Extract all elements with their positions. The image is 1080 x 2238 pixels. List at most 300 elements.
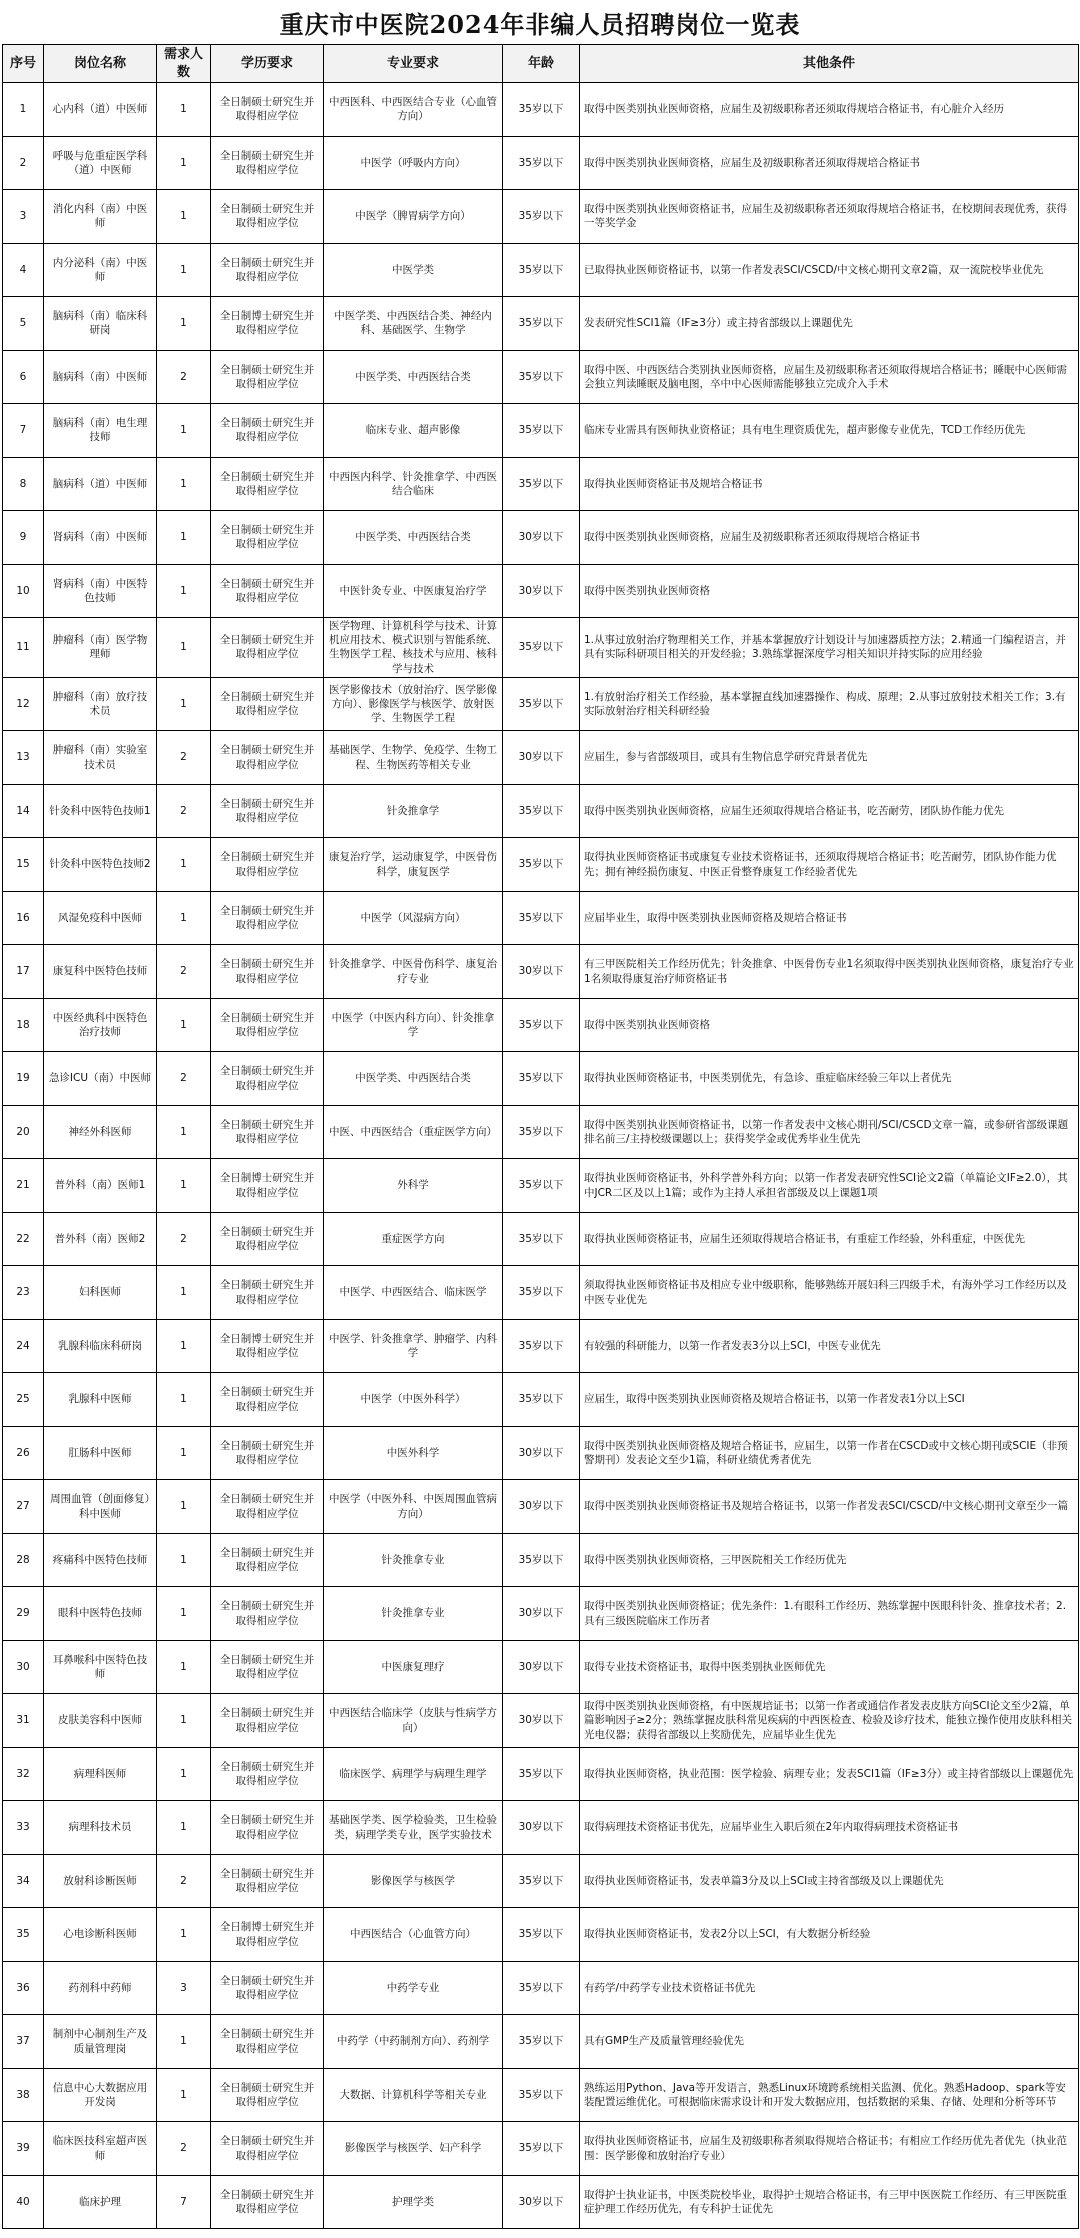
cell-major: 中药学专业 — [324, 1961, 503, 2015]
cell-index: 7 — [3, 404, 44, 458]
cell-major: 中西医科、中西医结合专业（心血管方向） — [324, 83, 503, 137]
cell-headcount: 1 — [157, 1801, 211, 1855]
cell-headcount: 1 — [157, 1533, 211, 1587]
cell-education: 全日制博士研究生并取得相应学位 — [211, 1319, 324, 1373]
cell-headcount: 2 — [157, 731, 211, 785]
cell-age: 30岁以下 — [503, 1640, 580, 1694]
cell-other-conditions: 熟练运用Python、Java等开发语言，熟悉Linux环境跨系统相关监测、优化。熟悉Hadoop、spark等安装配置运维优化。可根据临床需求设计和开发大数据应用，包括数据的采集、存储、处理和分析等环节 — [580, 2068, 1079, 2122]
cell-other-conditions: 取得中医类别执业医师资格及规培合格证书，应届生，以第一作者在CSCD或中文核心期刊或SCIE（非预警期刊）发表论文至少1篇，科研业绩优秀者优先 — [580, 1426, 1079, 1480]
cell-education: 全日制硕士研究生并取得相应学位 — [211, 784, 324, 838]
cell-position-name: 肿瘤科（南）实验室技术员 — [44, 731, 157, 785]
cell-index: 4 — [3, 243, 44, 297]
cell-other-conditions: 取得专业技术资格证书，取得中医类别执业医师优先 — [580, 1640, 1079, 1694]
table-row — [3, 243, 1079, 297]
cell-age: 30岁以下 — [503, 2175, 580, 2229]
header-age: 年龄 — [503, 45, 580, 83]
cell-headcount: 2 — [157, 945, 211, 999]
cell-position-name: 肛肠科中医师 — [44, 1426, 157, 1480]
cell-position-name: 眼科中医特色技师 — [44, 1587, 157, 1641]
cell-age: 30岁以下 — [503, 731, 580, 785]
cell-major: 中西医内科学、针灸推拿学、中西医结合临床 — [324, 457, 503, 511]
cell-headcount: 1 — [157, 1373, 211, 1427]
cell-other-conditions: 取得执业医师资格证书，发表2分以上SCI，有大数据分析经验 — [580, 1908, 1079, 1962]
header-position-name: 岗位名称 — [44, 45, 157, 83]
cell-other-conditions: 取得中医类别执业医师资格 — [580, 564, 1079, 618]
cell-education: 全日制硕士研究生并取得相应学位 — [211, 243, 324, 297]
cell-headcount: 1 — [157, 243, 211, 297]
cell-education: 全日制硕士研究生并取得相应学位 — [211, 1961, 324, 2015]
cell-index: 15 — [3, 838, 44, 892]
cell-other-conditions: 1.有放射治疗相关工作经验，基本掌握直线加速器操作、构成、原理；2.从事过放射技术相关工作；3.有实际放射治疗相关科研经验 — [580, 677, 1079, 731]
cell-index: 36 — [3, 1961, 44, 2015]
cell-index: 38 — [3, 2068, 44, 2122]
cell-other-conditions: 应届毕业生，取得中医类别执业医师资格及规培合格证书 — [580, 891, 1079, 945]
header-education: 学历要求 — [211, 45, 324, 83]
table-row — [3, 1533, 1079, 1587]
cell-age: 30岁以下 — [503, 564, 580, 618]
cell-age: 35岁以下 — [503, 404, 580, 458]
cell-headcount: 1 — [157, 404, 211, 458]
cell-headcount: 1 — [157, 1640, 211, 1694]
cell-major: 中医外科学 — [324, 1426, 503, 1480]
cell-headcount: 1 — [157, 1908, 211, 1962]
cell-age: 30岁以下 — [503, 1426, 580, 1480]
cell-major: 中医学、针灸推拿学、肿瘤学、内科学 — [324, 1319, 503, 1373]
cell-other-conditions: 取得执业医师资格证书及规培合格证书 — [580, 457, 1079, 511]
cell-position-name: 肿瘤科（南）医学物理师 — [44, 618, 157, 678]
cell-other-conditions: 已取得执业医师资格证书，以第一作者发表SCI/CSCD/中文核心期刊文章2篇，双一流院校毕业优先 — [580, 243, 1079, 297]
cell-other-conditions: 发表研究性SCI1篇（IF≥3分）或主持省部级以上课题优先 — [580, 297, 1079, 351]
cell-major: 中医、中西医结合（重症医学方向） — [324, 1105, 503, 1159]
cell-index: 32 — [3, 1747, 44, 1801]
cell-major: 基础医学类、医学检验类，卫生检验类，病理学类专业，医学实验技术 — [324, 1801, 503, 1855]
cell-education: 全日制硕士研究生并取得相应学位 — [211, 136, 324, 190]
cell-education: 全日制硕士研究生并取得相应学位 — [211, 564, 324, 618]
cell-major: 中医学（风湿病方向） — [324, 891, 503, 945]
cell-age: 30岁以下 — [503, 1694, 580, 1748]
cell-headcount: 1 — [157, 891, 211, 945]
cell-index: 13 — [3, 731, 44, 785]
cell-headcount: 1 — [157, 2015, 211, 2069]
cell-age: 35岁以下 — [503, 1854, 580, 1908]
cell-education: 全日制硕士研究生并取得相应学位 — [211, 1694, 324, 1748]
table-row — [3, 1587, 1079, 1641]
cell-headcount: 2 — [157, 2122, 211, 2176]
cell-position-name: 妇科医师 — [44, 1266, 157, 1320]
cell-age: 35岁以下 — [503, 1052, 580, 1106]
cell-other-conditions: 应届生，取得中医类别执业医师资格及规培合格证书，以第一作者发表1分以上SCI — [580, 1373, 1079, 1427]
table-row — [3, 784, 1079, 838]
cell-education: 全日制硕士研究生并取得相应学位 — [211, 1373, 324, 1427]
cell-index: 25 — [3, 1373, 44, 1427]
cell-headcount: 2 — [157, 784, 211, 838]
cell-education: 全日制硕士研究生并取得相应学位 — [211, 677, 324, 731]
cell-index: 37 — [3, 2015, 44, 2069]
cell-age: 35岁以下 — [503, 1533, 580, 1587]
cell-headcount: 1 — [157, 136, 211, 190]
table-row — [3, 1212, 1079, 1266]
cell-position-name: 周围血管（创面修复）科中医师 — [44, 1480, 157, 1534]
cell-other-conditions: 取得中医类别执业医师资格，应届生及初级职称者还须取得规培合格证书 — [580, 511, 1079, 565]
cell-age: 35岁以下 — [503, 457, 580, 511]
table-row — [3, 1801, 1079, 1855]
cell-headcount: 1 — [157, 1747, 211, 1801]
cell-other-conditions: 取得中医类别执业医师资格，应届生及初级职称者还须取得规培合格证书，有心脏介入经历 — [580, 83, 1079, 137]
cell-age: 35岁以下 — [503, 83, 580, 137]
cell-other-conditions: 有较强的科研能力，以第一作者发表3分以上SCI，中医专业优先 — [580, 1319, 1079, 1373]
cell-index: 26 — [3, 1426, 44, 1480]
cell-other-conditions: 取得执业医师资格证书，应届生还须取得规培合格证书，有重症工作经验，外科重症，中医优先 — [580, 1212, 1079, 1266]
table-row — [3, 618, 1079, 678]
cell-index: 10 — [3, 564, 44, 618]
cell-education: 全日制硕士研究生并取得相应学位 — [211, 2175, 324, 2229]
cell-other-conditions: 取得中医类别执业医师资格 — [580, 998, 1079, 1052]
cell-headcount: 1 — [157, 1480, 211, 1534]
cell-position-name: 制剂中心制剂生产及质量管理岗 — [44, 2015, 157, 2069]
table-row — [3, 1747, 1079, 1801]
cell-major: 医学物理、计算机科学与技术、计算机应用技术、模式识别与智能系统、生物医学工程、核技术与应用、核科学与技术 — [324, 618, 503, 678]
cell-headcount: 1 — [157, 297, 211, 351]
cell-position-name: 内分泌科（南）中医师 — [44, 243, 157, 297]
cell-position-name: 风湿免疫科中医师 — [44, 891, 157, 945]
cell-major: 针灸推拿专业 — [324, 1587, 503, 1641]
cell-major: 临床医学、病理学与病理生理学 — [324, 1747, 503, 1801]
header-major: 专业要求 — [324, 45, 503, 83]
cell-education: 全日制硕士研究生并取得相应学位 — [211, 1587, 324, 1641]
cell-index: 33 — [3, 1801, 44, 1855]
cell-education: 全日制硕士研究生并取得相应学位 — [211, 891, 324, 945]
cell-position-name: 临床医技科室超声医师 — [44, 2122, 157, 2176]
cell-headcount: 1 — [157, 83, 211, 137]
cell-major: 针灸推拿学、中医骨伤科学、康复治疗专业 — [324, 945, 503, 999]
cell-age: 35岁以下 — [503, 136, 580, 190]
table-row — [3, 1373, 1079, 1427]
cell-age: 35岁以下 — [503, 2015, 580, 2069]
table-row — [3, 945, 1079, 999]
table-row — [3, 1854, 1079, 1908]
cell-headcount: 1 — [157, 457, 211, 511]
cell-index: 1 — [3, 83, 44, 137]
cell-education: 全日制硕士研究生并取得相应学位 — [211, 457, 324, 511]
cell-index: 3 — [3, 190, 44, 244]
cell-education: 全日制博士研究生并取得相应学位 — [211, 1159, 324, 1213]
cell-headcount: 2 — [157, 1854, 211, 1908]
table-row — [3, 838, 1079, 892]
cell-major: 影像医学与核医学 — [324, 1854, 503, 1908]
cell-index: 14 — [3, 784, 44, 838]
cell-other-conditions: 取得执业医师资格证书，发表单篇3分及以上SCI或主持省部级及以上课题优先 — [580, 1854, 1079, 1908]
cell-index: 11 — [3, 618, 44, 678]
cell-major: 中医学类、中西医结合类 — [324, 1052, 503, 1106]
cell-education: 全日制硕士研究生并取得相应学位 — [211, 1266, 324, 1320]
cell-education: 全日制硕士研究生并取得相应学位 — [211, 404, 324, 458]
table-row — [3, 350, 1079, 404]
document-title: 重庆市中医院2024年非编人员招聘岗位一览表 — [279, 9, 801, 39]
cell-age: 35岁以下 — [503, 1961, 580, 2015]
cell-age: 30岁以下 — [503, 511, 580, 565]
cell-headcount: 1 — [157, 190, 211, 244]
cell-other-conditions: 1.从事过放射治疗物理相关工作，并基本掌握放疗计划设计与加速器质控方法；2.精通一门编程语言，并具有实际科研项目相关的开发经验；3.熟练掌握深度学习相关知识并持实际的应用经验 — [580, 618, 1079, 678]
cell-major: 中医学（中医内科方向）、针灸推拿学 — [324, 998, 503, 1052]
cell-position-name: 脑病科（南）临床科研岗 — [44, 297, 157, 351]
cell-major: 中西医结合（心血管方向） — [324, 1908, 503, 1962]
cell-other-conditions: 有药学/中药学专业技术资格证书优先 — [580, 1961, 1079, 2015]
cell-education: 全日制硕士研究生并取得相应学位 — [211, 1052, 324, 1106]
cell-index: 2 — [3, 136, 44, 190]
cell-other-conditions: 有三甲医院相关工作经历优先；针灸推拿、中医骨伤专业1名须取得中医类别执业医师资格，康复治疗专业1名须取得康复治疗师资格证书 — [580, 945, 1079, 999]
cell-education: 全日制硕士研究生并取得相应学位 — [211, 1640, 324, 1694]
cell-index: 22 — [3, 1212, 44, 1266]
table-row — [3, 511, 1079, 565]
cell-index: 20 — [3, 1105, 44, 1159]
cell-position-name: 心内科（道）中医师 — [44, 83, 157, 137]
cell-major: 中医学（中医外科、中医周围血管病方向） — [324, 1480, 503, 1534]
cell-major: 医学影像技术（放射治疗、医学影像方向）、影像医学与核医学、放射医学、生物医学工程 — [324, 677, 503, 731]
cell-headcount: 2 — [157, 1212, 211, 1266]
cell-index: 34 — [3, 1854, 44, 1908]
cell-age: 30岁以下 — [503, 1801, 580, 1855]
cell-position-name: 神经外科医师 — [44, 1105, 157, 1159]
cell-education: 全日制硕士研究生并取得相应学位 — [211, 998, 324, 1052]
cell-position-name: 脑病科（南）电生理技师 — [44, 404, 157, 458]
cell-major: 中西医结合临床学（皮肤与性病学方向） — [324, 1694, 503, 1748]
table-row — [3, 1052, 1079, 1106]
table-row — [3, 731, 1079, 785]
cell-education: 全日制硕士研究生并取得相应学位 — [211, 190, 324, 244]
header-headcount: 需求人数 — [157, 45, 211, 83]
cell-age: 35岁以下 — [503, 190, 580, 244]
cell-major: 针灸推拿专业 — [324, 1533, 503, 1587]
cell-headcount: 1 — [157, 1587, 211, 1641]
cell-other-conditions: 取得执业医师资格，执业范围：医学检验、病理专业；发表SCI1篇（IF≥3分）或主持省部级以上课题优先 — [580, 1747, 1079, 1801]
cell-headcount: 1 — [157, 1266, 211, 1320]
cell-major: 影像医学与核医学、妇产科学 — [324, 2122, 503, 2176]
cell-major: 中医学（中医外科学） — [324, 1373, 503, 1427]
cell-other-conditions: 取得中医类别执业医师资格，三甲医院相关工作经历优先 — [580, 1533, 1079, 1587]
cell-index: 30 — [3, 1640, 44, 1694]
table-row — [3, 1640, 1079, 1694]
cell-age: 35岁以下 — [503, 677, 580, 731]
cell-index: 5 — [3, 297, 44, 351]
cell-age: 35岁以下 — [503, 618, 580, 678]
cell-headcount: 1 — [157, 511, 211, 565]
cell-position-name: 肾病科（南）中医师 — [44, 511, 157, 565]
table-row — [3, 891, 1079, 945]
table-row — [3, 83, 1079, 137]
cell-education: 全日制硕士研究生并取得相应学位 — [211, 945, 324, 999]
cell-index: 16 — [3, 891, 44, 945]
cell-education: 全日制硕士研究生并取得相应学位 — [211, 2122, 324, 2176]
table-row — [3, 1908, 1079, 1962]
table-row — [3, 1961, 1079, 2015]
cell-other-conditions: 取得执业医师资格证书，外科学普外科方向；以第一作者发表研究性SCI论文2篇（单篇论文IF≥2.0），其中JCR二区及以上1篇；或作为主持人承担省部级及以上课题1项 — [580, 1159, 1079, 1213]
cell-headcount: 2 — [157, 1052, 211, 1106]
cell-index: 9 — [3, 511, 44, 565]
table-row — [3, 1319, 1079, 1373]
cell-age: 35岁以下 — [503, 891, 580, 945]
cell-position-name: 普外科（南）医师1 — [44, 1159, 157, 1213]
cell-education: 全日制硕士研究生并取得相应学位 — [211, 1801, 324, 1855]
cell-other-conditions: 取得中医、中西医结合类别执业医师资格，应届生及初级职称者还须取得规培合格证书；睡眠中心医师需会独立判读睡眠及脑电图，卒中中心医师需能够独立完成介入手术 — [580, 350, 1079, 404]
cell-education: 全日制硕士研究生并取得相应学位 — [211, 731, 324, 785]
cell-major: 外科学 — [324, 1159, 503, 1213]
table-row — [3, 297, 1079, 351]
cell-other-conditions: 取得中医类别执业医师资格证书，应届生及初级职称者还须取得规培合格证书，在校期间表现优秀，获得一等奖学金 — [580, 190, 1079, 244]
cell-age: 35岁以下 — [503, 2122, 580, 2176]
cell-education: 全日制博士研究生并取得相应学位 — [211, 1908, 324, 1962]
cell-headcount: 1 — [157, 1694, 211, 1748]
table-row — [3, 564, 1079, 618]
cell-major: 中医学类 — [324, 243, 503, 297]
cell-age: 35岁以下 — [503, 297, 580, 351]
cell-index: 12 — [3, 677, 44, 731]
table-body — [3, 83, 1079, 2229]
table-row — [3, 998, 1079, 1052]
cell-education: 全日制硕士研究生并取得相应学位 — [211, 2068, 324, 2122]
cell-education: 全日制硕士研究生并取得相应学位 — [211, 838, 324, 892]
cell-education: 全日制硕士研究生并取得相应学位 — [211, 350, 324, 404]
cell-education: 全日制硕士研究生并取得相应学位 — [211, 1105, 324, 1159]
cell-headcount: 1 — [157, 564, 211, 618]
cell-position-name: 呼吸与危重症医学科（道）中医师 — [44, 136, 157, 190]
cell-age: 35岁以下 — [503, 1212, 580, 1266]
cell-age: 35岁以下 — [503, 998, 580, 1052]
cell-headcount: 3 — [157, 1961, 211, 2015]
cell-age: 35岁以下 — [503, 838, 580, 892]
cell-other-conditions: 取得执业医师资格证书，中医类别优先，有急诊、重症临床经验三年以上者优先 — [580, 1052, 1079, 1106]
table-row — [3, 677, 1079, 731]
cell-position-name: 针灸科中医特色技师1 — [44, 784, 157, 838]
table-row — [3, 2015, 1079, 2069]
cell-index: 24 — [3, 1319, 44, 1373]
table-header-row — [3, 45, 1079, 83]
cell-headcount: 2 — [157, 350, 211, 404]
cell-position-name: 临床护理 — [44, 2175, 157, 2229]
cell-other-conditions: 取得执业医师资格证书或康复专业技术资格证书，还须取得规培合格证书；吃苦耐劳，团队协作能力优先；拥有神经损伤康复、中医正骨整脊康复工作经验者优先 — [580, 838, 1079, 892]
header-other-conditions: 其他条件 — [580, 45, 1079, 83]
cell-other-conditions: 临床专业需具有医师执业资格证；具有电生理资质优先，超声影像专业优先，TCD工作经历优先 — [580, 404, 1079, 458]
table-row — [3, 1105, 1079, 1159]
cell-headcount: 1 — [157, 1159, 211, 1213]
cell-index: 17 — [3, 945, 44, 999]
cell-age: 35岁以下 — [503, 1266, 580, 1320]
cell-age: 30岁以下 — [503, 945, 580, 999]
cell-age: 35岁以下 — [503, 1159, 580, 1213]
cell-major: 中药学（中药制剂方向）、药剂学 — [324, 2015, 503, 2069]
cell-age: 35岁以下 — [503, 1747, 580, 1801]
cell-other-conditions: 取得执业医师资格证书，应届生及初级职称者须取得规培合格证书；有相应工作经历优先者优先（执业范围：医学影像和放射治疗专业） — [580, 2122, 1079, 2176]
cell-education: 全日制博士研究生并取得相应学位 — [211, 297, 324, 351]
cell-position-name: 皮肤美容科中医师 — [44, 1694, 157, 1748]
cell-education: 全日制硕士研究生并取得相应学位 — [211, 1480, 324, 1534]
cell-age: 35岁以下 — [503, 1373, 580, 1427]
cell-education: 全日制硕士研究生并取得相应学位 — [211, 83, 324, 137]
cell-index: 35 — [3, 1908, 44, 1962]
cell-other-conditions: 取得中医类别执业医师资格，有中医规培证书；以第一作者或通信作者发表皮肤方向SCI论文至少2篇，单篇影响因子≥2分；熟练掌握皮肤科常见疾病的中西医检查、检验及诊疗技术，能独立操作使用皮肤科相关光电仪器；获得省部级以上奖励优先，应届毕业生优先 — [580, 1694, 1079, 1748]
cell-education: 全日制硕士研究生并取得相应学位 — [211, 1212, 324, 1266]
cell-position-name: 普外科（南）医师2 — [44, 1212, 157, 1266]
cell-position-name: 病理科医师 — [44, 1747, 157, 1801]
cell-position-name: 中医经典科中医特色治疗技师 — [44, 998, 157, 1052]
cell-position-name: 放射科诊断医师 — [44, 1854, 157, 1908]
cell-position-name: 乳腺科临床科研岗 — [44, 1319, 157, 1373]
cell-index: 28 — [3, 1533, 44, 1587]
cell-index: 18 — [3, 998, 44, 1052]
cell-position-name: 信息中心大数据应用开发岗 — [44, 2068, 157, 2122]
cell-education: 全日制硕士研究生并取得相应学位 — [211, 1854, 324, 1908]
header-index: 序号 — [3, 45, 44, 83]
cell-other-conditions: 取得中医类别执业医师资格，应届生及初级职称者还须取得规培合格证书 — [580, 136, 1079, 190]
table-row — [3, 404, 1079, 458]
cell-index: 40 — [3, 2175, 44, 2229]
table-row — [3, 457, 1079, 511]
cell-major: 中医康复理疗 — [324, 1640, 503, 1694]
cell-education: 全日制硕士研究生并取得相应学位 — [211, 1426, 324, 1480]
cell-headcount: 1 — [157, 1105, 211, 1159]
cell-education: 全日制硕士研究生并取得相应学位 — [211, 511, 324, 565]
cell-other-conditions: 取得病理技术资格证书优先，应届毕业生入职后须在2年内取得病理技术资格证书 — [580, 1801, 1079, 1855]
cell-age: 35岁以下 — [503, 784, 580, 838]
cell-other-conditions: 取得护士执业证书，中医类院校毕业，取得护士规培合格证书，有三甲中医医院工作经历、有三甲医院重症护理工作经历优先，有专科护士证优先 — [580, 2175, 1079, 2229]
cell-age: 35岁以下 — [503, 243, 580, 297]
cell-age: 30岁以下 — [503, 1480, 580, 1534]
cell-position-name: 脑病科（道）中医师 — [44, 457, 157, 511]
cell-education: 全日制硕士研究生并取得相应学位 — [211, 618, 324, 678]
cell-position-name: 消化内科（南）中医师 — [44, 190, 157, 244]
cell-other-conditions: 取得中医类别执业医师资格证书，以第一作者发表中文核心期刊/SCI/CSCD文章一篇，或参研省部级课题排名前三/主持校级课题以上；获得奖学金或优秀毕业生优先 — [580, 1105, 1079, 1159]
cell-education: 全日制硕士研究生并取得相应学位 — [211, 2015, 324, 2069]
table-row — [3, 1426, 1079, 1480]
cell-major: 大数据、计算机科学等相关专业 — [324, 2068, 503, 2122]
cell-age: 30岁以下 — [503, 1587, 580, 1641]
cell-age: 35岁以下 — [503, 1105, 580, 1159]
table-row — [3, 136, 1079, 190]
cell-other-conditions: 应届生，参与省部级项目，或具有生物信息学研究背景者优先 — [580, 731, 1079, 785]
cell-index: 39 — [3, 2122, 44, 2176]
cell-position-name: 肿瘤科（南）放疗技术员 — [44, 677, 157, 731]
table-row — [3, 2122, 1079, 2176]
cell-position-name: 急诊ICU（南）中医师 — [44, 1052, 157, 1106]
cell-position-name: 心电诊断科医师 — [44, 1908, 157, 1962]
cell-age: 35岁以下 — [503, 1908, 580, 1962]
cell-age: 35岁以下 — [503, 350, 580, 404]
cell-major: 针灸推拿学 — [324, 784, 503, 838]
cell-position-name: 病理科技术员 — [44, 1801, 157, 1855]
cell-education: 全日制硕士研究生并取得相应学位 — [211, 1533, 324, 1587]
cell-major: 中医针灸专业、中医康复治疗学 — [324, 564, 503, 618]
table-row — [3, 1159, 1079, 1213]
table-row — [3, 1480, 1079, 1534]
table-row — [3, 1266, 1079, 1320]
cell-index: 23 — [3, 1266, 44, 1320]
cell-position-name: 针灸科中医特色技师2 — [44, 838, 157, 892]
cell-position-name: 药剂科中药师 — [44, 1961, 157, 2015]
cell-position-name: 康复科中医特色技师 — [44, 945, 157, 999]
recruitment-table — [2, 44, 1079, 2229]
table-row — [3, 2175, 1079, 2229]
cell-index: 31 — [3, 1694, 44, 1748]
cell-headcount: 1 — [157, 1426, 211, 1480]
cell-index: 29 — [3, 1587, 44, 1641]
cell-major: 中医学类、中西医结合类 — [324, 350, 503, 404]
cell-headcount: 1 — [157, 998, 211, 1052]
cell-index: 8 — [3, 457, 44, 511]
cell-headcount: 1 — [157, 838, 211, 892]
cell-position-name: 肾病科（南）中医特色技师 — [44, 564, 157, 618]
cell-other-conditions: 取得中医类别执业医师资格证书及规培合格证书，以第一作者发表SCI/CSCD/中文核心期刊文章至少一篇 — [580, 1480, 1079, 1534]
cell-major: 基础医学、生物学、免疫学、生物工程、生物医药等相关专业 — [324, 731, 503, 785]
cell-headcount: 1 — [157, 677, 211, 731]
